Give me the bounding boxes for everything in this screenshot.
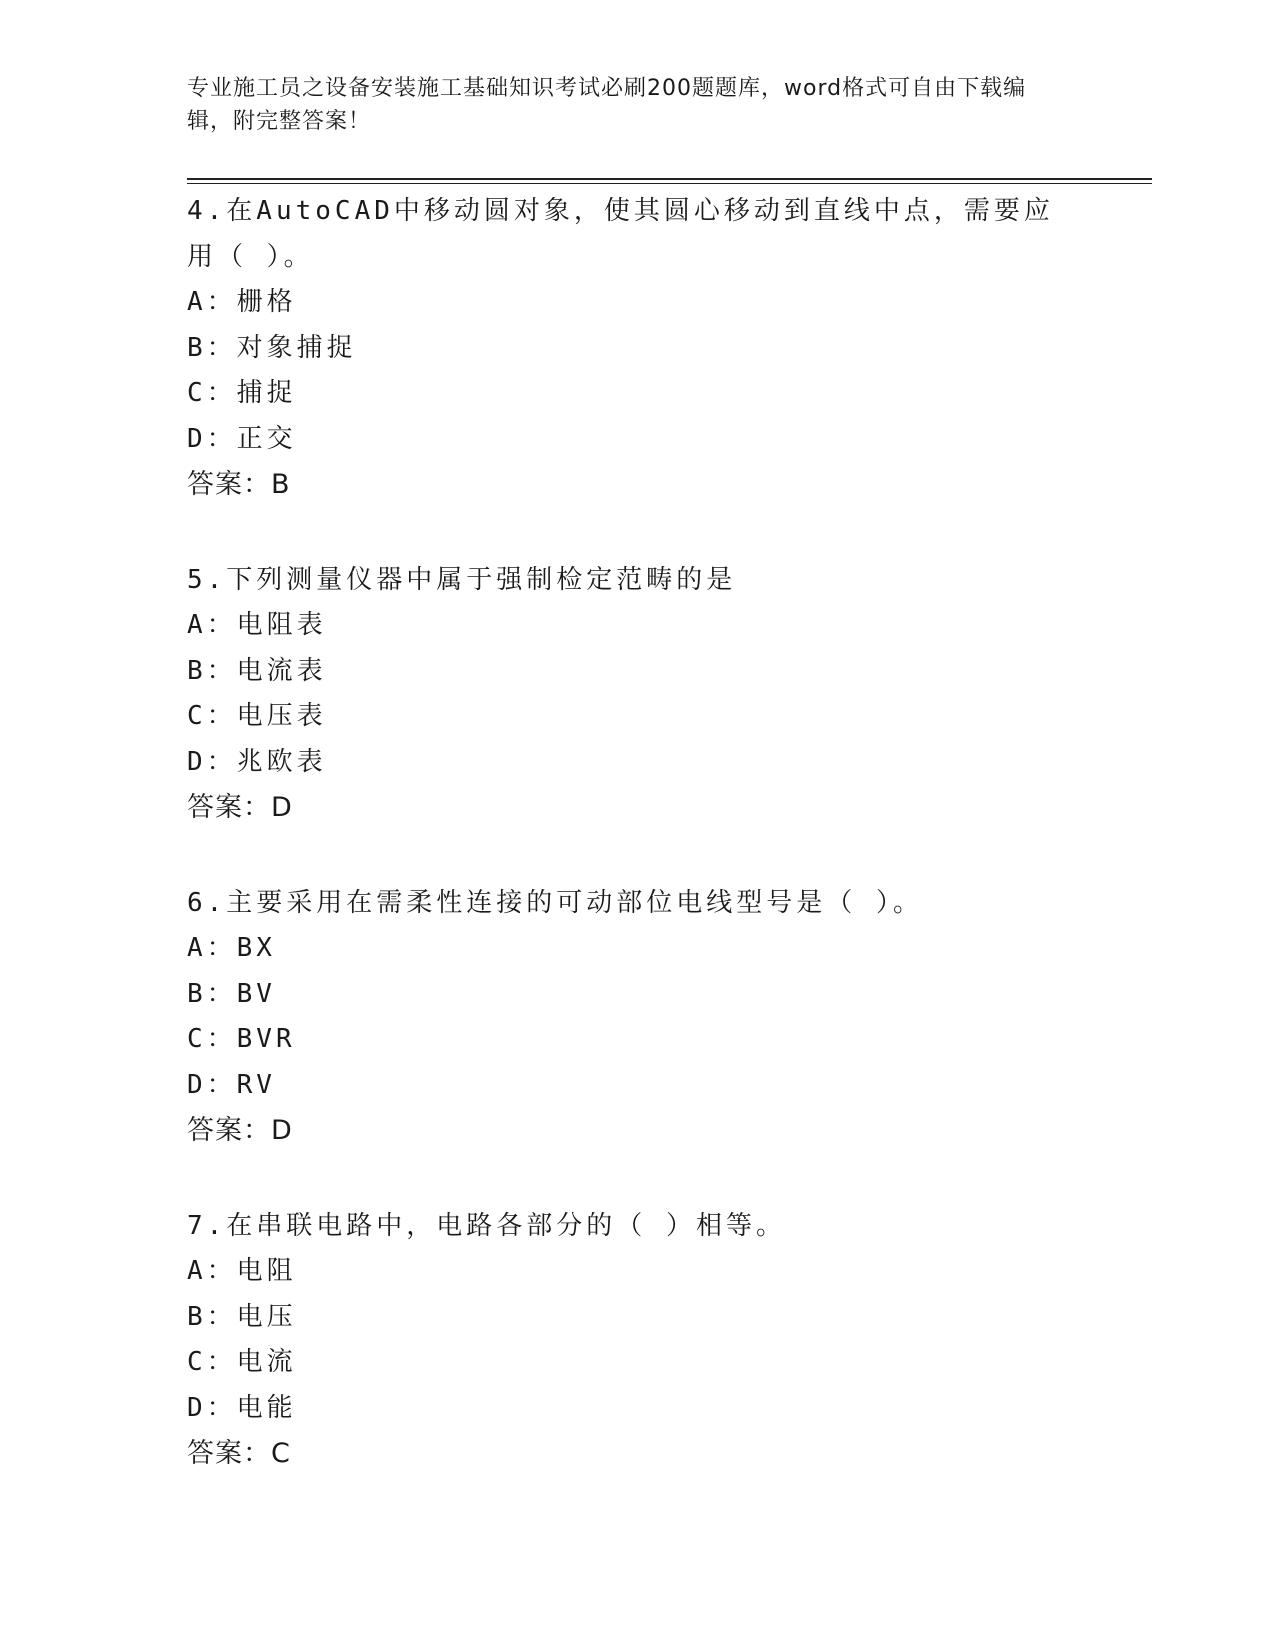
option-b: B：电压 (187, 1301, 297, 1332)
option-c: C：电流 (187, 1347, 297, 1377)
question-5 (187, 557, 1087, 830)
option-d: D：电能 (187, 1392, 297, 1423)
header-divider-thick (187, 178, 1152, 180)
option-d: D：正交 (187, 423, 297, 454)
option-b: B：对象捕捉 (187, 332, 357, 363)
question-text: 4.在AutoCAD中移动圆对象，使其圆心移动到直线中点，需要应用（ ）。 (187, 196, 1054, 272)
question-4 (187, 188, 1087, 507)
option-c: C：BVR (187, 1024, 296, 1054)
document-header: 专业施工员之设备安装施工基础知识考试必刷200题题库，word格式可自由下载编辑，附完整答案！ (187, 76, 1027, 134)
header-divider-thin (187, 183, 1152, 184)
answer: 答案：B (187, 469, 291, 500)
question-spacer (187, 1153, 1087, 1203)
option-a: A：栅格 (187, 287, 297, 317)
option-a: A：电阻表 (187, 610, 327, 640)
answer: 答案：C (187, 1438, 291, 1469)
option-d: D：兆欧表 (187, 746, 327, 777)
question-text: 7.在串联电路中，电路各部分的（ ）相等。 (187, 1211, 786, 1241)
question-7 (187, 1203, 1087, 1476)
question-text: 5.下列测量仪器中属于强制检定范畴的是 (187, 565, 737, 595)
option-c: C：捕捉 (187, 378, 297, 408)
question-spacer (187, 830, 1087, 880)
option-b: B：电流表 (187, 655, 327, 686)
question-list (187, 188, 1087, 1476)
question-text: 6.主要采用在需柔性连接的可动部位电线型号是（ ）。 (187, 888, 923, 918)
option-a: A：BX (187, 933, 276, 963)
question-6 (187, 880, 1087, 1153)
answer: 答案：D (187, 792, 293, 823)
option-c: C：电压表 (187, 701, 327, 731)
option-d: D：RV (187, 1069, 276, 1100)
answer: 答案：D (187, 1115, 293, 1146)
option-a: A：电阻 (187, 1256, 297, 1286)
question-spacer (187, 507, 1087, 557)
option-b: B：BV (187, 978, 276, 1009)
